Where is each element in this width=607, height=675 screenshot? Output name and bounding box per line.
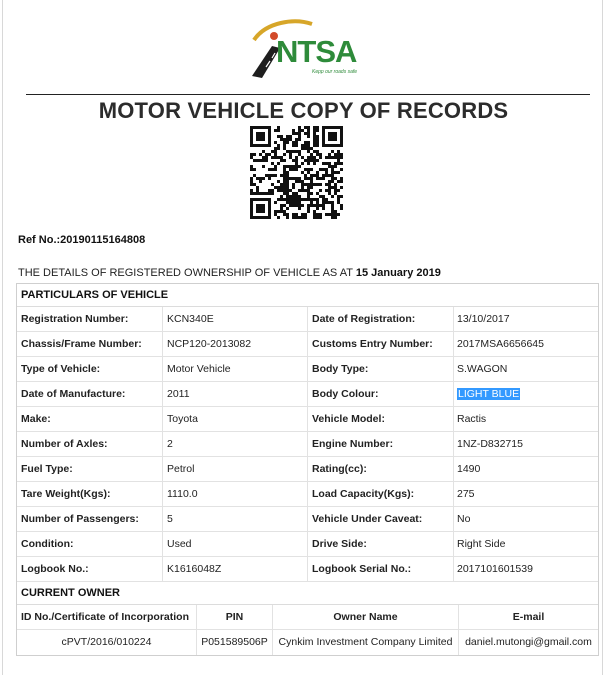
owner-col-id: ID No./Certificate of Incorporation (17, 605, 197, 629)
owner-heading: CURRENT OWNER (17, 582, 598, 605)
value-cell: 275 (457, 488, 475, 500)
value-cell: KCN340E (163, 307, 308, 331)
value-cell: Ractis (457, 413, 487, 425)
value-cell: Used (163, 532, 308, 556)
label-cell: Registration Number: (17, 307, 163, 331)
value-cell: Petrol (163, 457, 308, 481)
label-cell: Logbook Serial No.: (308, 557, 454, 581)
label-cell: Drive Side: (308, 532, 454, 556)
owner-header-row (17, 605, 598, 630)
label-cell: Make: (17, 407, 163, 431)
value-cell: NCP120-2013082 (163, 332, 308, 356)
label-cell: Body Colour: (308, 382, 454, 406)
label-cell: Number of Passengers: (17, 507, 163, 531)
value-cell: Motor Vehicle (163, 357, 308, 381)
label-cell: Load Capacity(Kgs): (308, 482, 454, 506)
label-cell: Logbook No.: (17, 557, 163, 581)
value-cell (454, 382, 598, 406)
value-cell: Right Side (457, 538, 506, 550)
records-table (16, 283, 599, 656)
label-cell: Chassis/Frame Number: (17, 332, 163, 356)
table-row (17, 332, 598, 357)
owner-id-value: cPVT/2016/010224 (17, 630, 197, 655)
value-cell: 2011 (163, 382, 308, 406)
document-title: MOTOR VEHICLE COPY OF RECORDS (98, 98, 509, 123)
table-row (17, 407, 598, 432)
label-cell: Vehicle Model: (308, 407, 454, 431)
header-divider (26, 94, 590, 95)
owner-data-row (17, 630, 598, 655)
label-cell: Vehicle Under Caveat: (308, 507, 454, 531)
table-row (17, 432, 598, 457)
particulars-heading: PARTICULARS OF VEHICLE (17, 284, 598, 307)
owner-pin-value: P051589506P (197, 630, 273, 655)
logo-wordmark: NTSA (276, 34, 357, 69)
owner-col-pin: PIN (197, 605, 273, 629)
label-cell: Date of Manufacture: (17, 382, 163, 406)
value-cell: 2017101601539 (457, 563, 533, 575)
table-row (17, 532, 598, 557)
label-cell: Engine Number: (308, 432, 454, 456)
table-row (17, 507, 598, 532)
logo-tagline: Kepp our roads safe (312, 69, 358, 75)
value-cell: 13/10/2017 (457, 313, 510, 325)
qr-code-icon (250, 126, 343, 219)
owner-col-name: Owner Name (273, 605, 459, 629)
table-row (17, 557, 598, 582)
ntsa-logo-icon (246, 18, 372, 80)
ownership-details-line (18, 267, 441, 279)
owner-name-value: Cynkim Investment Company Limited (273, 630, 459, 655)
label-cell: Condition: (17, 532, 163, 556)
value-cell: 1110.0 (163, 482, 308, 506)
reference-number (18, 234, 145, 246)
table-row (17, 457, 598, 482)
details-date: 15 January 2019 (355, 267, 441, 279)
details-intro: THE DETAILS OF REGISTERED OWNERSHIP OF VEHICLE AS AT (18, 267, 353, 279)
label-cell: Tare Weight(Kgs): (17, 482, 163, 506)
ref-value: 20190115164808 (60, 234, 146, 246)
ref-label: Ref No.: (18, 234, 61, 246)
table-row (17, 357, 598, 382)
value-cell: 2017MSA6656645 (457, 338, 544, 350)
selected-text: LIGHT BLUE (458, 388, 520, 400)
value-cell: 2 (163, 432, 308, 456)
label-cell: Customs Entry Number: (308, 332, 454, 356)
owner-col-email: E-mail (512, 611, 545, 623)
table-row (17, 482, 598, 507)
value-cell: 5 (163, 507, 308, 531)
label-cell: Number of Axles: (17, 432, 163, 456)
value-cell: K1616048Z (163, 557, 308, 581)
value-cell: No (457, 513, 471, 525)
value-cell: Toyota (163, 407, 308, 431)
value-cell: S.WAGON (457, 363, 508, 375)
label-cell: Date of Registration: (308, 307, 454, 331)
label-cell: Rating(cc): (308, 457, 454, 481)
label-cell: Body Type: (308, 357, 454, 381)
table-row (17, 307, 598, 332)
label-cell: Type of Vehicle: (17, 357, 163, 381)
label-cell: Fuel Type: (17, 457, 163, 481)
table-row (17, 382, 598, 407)
value-cell: 1NZ-D832715 (457, 438, 523, 450)
owner-email-value: daniel.mutongi@gmail.com (465, 636, 592, 648)
value-cell: 1490 (457, 463, 481, 475)
particulars-rows (17, 307, 598, 582)
